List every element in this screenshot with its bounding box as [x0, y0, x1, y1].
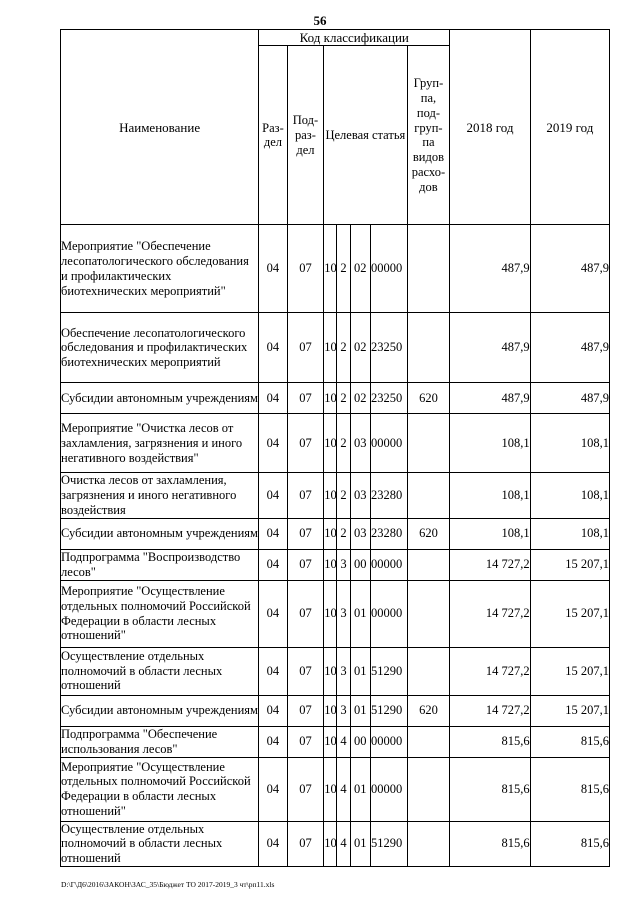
row-section: 04 — [259, 473, 287, 518]
row-target-event: 02 — [350, 313, 370, 383]
row-amount-2019: 15 207,1 — [530, 695, 609, 726]
row-subsection: 07 — [287, 313, 324, 383]
row-expense-group — [407, 821, 450, 866]
row-target-subprogram: 2 — [337, 383, 350, 414]
row-target-direction: 23280 — [370, 473, 407, 518]
row-target-program: 10 — [324, 726, 337, 757]
row-target-subprogram: 2 — [337, 414, 350, 473]
row-target-event: 00 — [350, 726, 370, 757]
footer-file-path: D:\Г\Д6\2016\ЗАКОН\ЗАС_35\Бюджет ТО 2017-2019_3 чт\рп11.xls — [61, 880, 275, 889]
row-name: Мероприятие "Обеспечение лесопатологического обследования и профилактических биотехнических мероприятий" — [61, 225, 259, 313]
header-year-2019: 2019 год — [530, 30, 609, 225]
row-amount-2019: 815,6 — [530, 757, 609, 821]
table-row — [61, 473, 610, 518]
row-target-direction: 00000 — [370, 414, 407, 473]
row-name: Осуществление отдельных полномочий в области лесных отношений — [61, 821, 259, 866]
row-amount-2019: 487,9 — [530, 225, 609, 313]
row-amount-2019: 815,6 — [530, 726, 609, 757]
row-target-direction: 00000 — [370, 757, 407, 821]
row-target-event: 03 — [350, 414, 370, 473]
row-expense-group — [407, 313, 450, 383]
row-name: Субсидии автономным учреждениям — [61, 383, 259, 414]
row-expense-group — [407, 580, 450, 647]
row-amount-2018: 108,1 — [450, 473, 530, 518]
row-subsection: 07 — [287, 549, 324, 580]
row-expense-group — [407, 549, 450, 580]
row-target-program: 10 — [324, 383, 337, 414]
row-subsection: 07 — [287, 695, 324, 726]
row-subsection: 07 — [287, 821, 324, 866]
table-row — [61, 757, 610, 821]
row-subsection: 07 — [287, 518, 324, 549]
row-target-program: 10 — [324, 313, 337, 383]
row-target-program: 10 — [324, 518, 337, 549]
row-target-program: 10 — [324, 695, 337, 726]
row-section: 04 — [259, 549, 287, 580]
row-amount-2019: 15 207,1 — [530, 580, 609, 647]
row-section: 04 — [259, 821, 287, 866]
row-amount-2019: 15 207,1 — [530, 549, 609, 580]
row-amount-2018: 815,6 — [450, 757, 530, 821]
row-target-direction: 00000 — [370, 580, 407, 647]
row-target-event: 02 — [350, 225, 370, 313]
row-target-program: 10 — [324, 414, 337, 473]
row-target-direction: 51290 — [370, 821, 407, 866]
header-target-item: Целевая статья — [324, 46, 407, 225]
row-subsection: 07 — [287, 726, 324, 757]
row-target-program: 10 — [324, 473, 337, 518]
table-row — [61, 518, 610, 549]
row-amount-2019: 487,9 — [530, 383, 609, 414]
row-target-program: 10 — [324, 549, 337, 580]
row-target-event: 03 — [350, 473, 370, 518]
table-row — [61, 821, 610, 866]
header-name: Наименование — [61, 30, 259, 225]
row-name: Обеспечение лесопатологического обследования и профилактических биотехнических мероприятий — [61, 313, 259, 383]
row-target-program: 10 — [324, 821, 337, 866]
row-expense-group — [407, 414, 450, 473]
row-section: 04 — [259, 757, 287, 821]
row-expense-group — [407, 757, 450, 821]
row-expense-group: 620 — [407, 383, 450, 414]
header-section: Раз- дел — [259, 46, 287, 225]
row-amount-2018: 487,9 — [450, 225, 530, 313]
table-row — [61, 549, 610, 580]
row-target-subprogram: 2 — [337, 473, 350, 518]
table-row — [61, 726, 610, 757]
row-section: 04 — [259, 518, 287, 549]
row-target-event: 01 — [350, 695, 370, 726]
row-amount-2018: 108,1 — [450, 518, 530, 549]
row-target-subprogram: 2 — [337, 313, 350, 383]
row-name: Мероприятие "Осуществление отдельных полномочий Российской Федерации в области лесных отношений" — [61, 757, 259, 821]
row-target-event: 01 — [350, 647, 370, 695]
row-expense-group — [407, 225, 450, 313]
row-amount-2019: 108,1 — [530, 518, 609, 549]
row-target-direction: 23250 — [370, 313, 407, 383]
row-amount-2018: 108,1 — [450, 414, 530, 473]
row-subsection: 07 — [287, 647, 324, 695]
header-classification: Код классификации — [259, 30, 450, 46]
row-target-subprogram: 3 — [337, 647, 350, 695]
row-target-event: 01 — [350, 821, 370, 866]
row-subsection: 07 — [287, 414, 324, 473]
table-row — [61, 414, 610, 473]
row-section: 04 — [259, 383, 287, 414]
row-target-subprogram: 4 — [337, 757, 350, 821]
row-name: Мероприятие "Очистка лесов от захламления, загрязнения и иного негативного воздействия" — [61, 414, 259, 473]
header-year-2018: 2018 год — [450, 30, 530, 225]
row-section: 04 — [259, 726, 287, 757]
row-target-direction: 00000 — [370, 225, 407, 313]
row-amount-2019: 108,1 — [530, 414, 609, 473]
row-subsection: 07 — [287, 580, 324, 647]
row-target-subprogram: 4 — [337, 726, 350, 757]
row-subsection: 07 — [287, 757, 324, 821]
row-target-event: 01 — [350, 757, 370, 821]
row-target-direction: 23250 — [370, 383, 407, 414]
row-target-direction: 00000 — [370, 549, 407, 580]
row-target-subprogram: 3 — [337, 580, 350, 647]
page-number: 56 — [313, 13, 327, 28]
row-expense-group — [407, 473, 450, 518]
row-expense-group — [407, 726, 450, 757]
row-amount-2018: 815,6 — [450, 821, 530, 866]
row-target-program: 10 — [324, 647, 337, 695]
row-target-subprogram: 4 — [337, 821, 350, 866]
row-name: Подпрограмма "Обеспечение использования лесов" — [61, 726, 259, 757]
row-name: Субсидии автономным учреждениям — [61, 695, 259, 726]
row-section: 04 — [259, 414, 287, 473]
row-section: 04 — [259, 647, 287, 695]
header-expense-group: Груп- па, под- груп- па видов расхо- дов — [407, 46, 450, 225]
table-row — [61, 695, 610, 726]
table-row — [61, 647, 610, 695]
row-amount-2018: 14 727,2 — [450, 647, 530, 695]
row-target-event: 03 — [350, 518, 370, 549]
row-target-program: 10 — [324, 580, 337, 647]
row-name: Осуществление отдельных полномочий в области лесных отношений — [61, 647, 259, 695]
row-amount-2018: 487,9 — [450, 313, 530, 383]
row-expense-group: 620 — [407, 695, 450, 726]
row-expense-group: 620 — [407, 518, 450, 549]
row-name: Очистка лесов от захламления, загрязнения и иного негативного воздействия — [61, 473, 259, 518]
row-amount-2019: 15 207,1 — [530, 647, 609, 695]
table-body — [61, 225, 610, 867]
row-target-event: 00 — [350, 549, 370, 580]
budget-table — [60, 29, 610, 867]
row-target-program: 10 — [324, 757, 337, 821]
row-target-event: 02 — [350, 383, 370, 414]
row-section: 04 — [259, 313, 287, 383]
row-target-subprogram: 3 — [337, 549, 350, 580]
row-target-direction: 51290 — [370, 647, 407, 695]
table-row — [61, 313, 610, 383]
row-amount-2019: 487,9 — [530, 313, 609, 383]
row-target-program: 10 — [324, 225, 337, 313]
header-subsection: Под- раз- дел — [287, 46, 324, 225]
row-subsection: 07 — [287, 383, 324, 414]
table-row — [61, 225, 610, 313]
row-target-direction: 23280 — [370, 518, 407, 549]
table-row — [61, 383, 610, 414]
row-target-event: 01 — [350, 580, 370, 647]
row-expense-group — [407, 647, 450, 695]
table-row — [61, 580, 610, 647]
row-target-subprogram: 2 — [337, 518, 350, 549]
row-target-subprogram: 2 — [337, 225, 350, 313]
row-name: Субсидии автономным учреждениям — [61, 518, 259, 549]
row-target-subprogram: 3 — [337, 695, 350, 726]
row-amount-2018: 14 727,2 — [450, 549, 530, 580]
row-target-direction: 00000 — [370, 726, 407, 757]
row-subsection: 07 — [287, 225, 324, 313]
row-section: 04 — [259, 580, 287, 647]
row-subsection: 07 — [287, 473, 324, 518]
row-amount-2018: 14 727,2 — [450, 580, 530, 647]
row-section: 04 — [259, 695, 287, 726]
row-amount-2019: 108,1 — [530, 473, 609, 518]
row-amount-2019: 815,6 — [530, 821, 609, 866]
row-amount-2018: 487,9 — [450, 383, 530, 414]
row-amount-2018: 815,6 — [450, 726, 530, 757]
row-target-direction: 51290 — [370, 695, 407, 726]
row-name: Подпрограмма "Воспроизводство лесов" — [61, 549, 259, 580]
row-section: 04 — [259, 225, 287, 313]
row-amount-2018: 14 727,2 — [450, 695, 530, 726]
row-name: Мероприятие "Осуществление отдельных полномочий Российской Федерации в области лесных отношений" — [61, 580, 259, 647]
